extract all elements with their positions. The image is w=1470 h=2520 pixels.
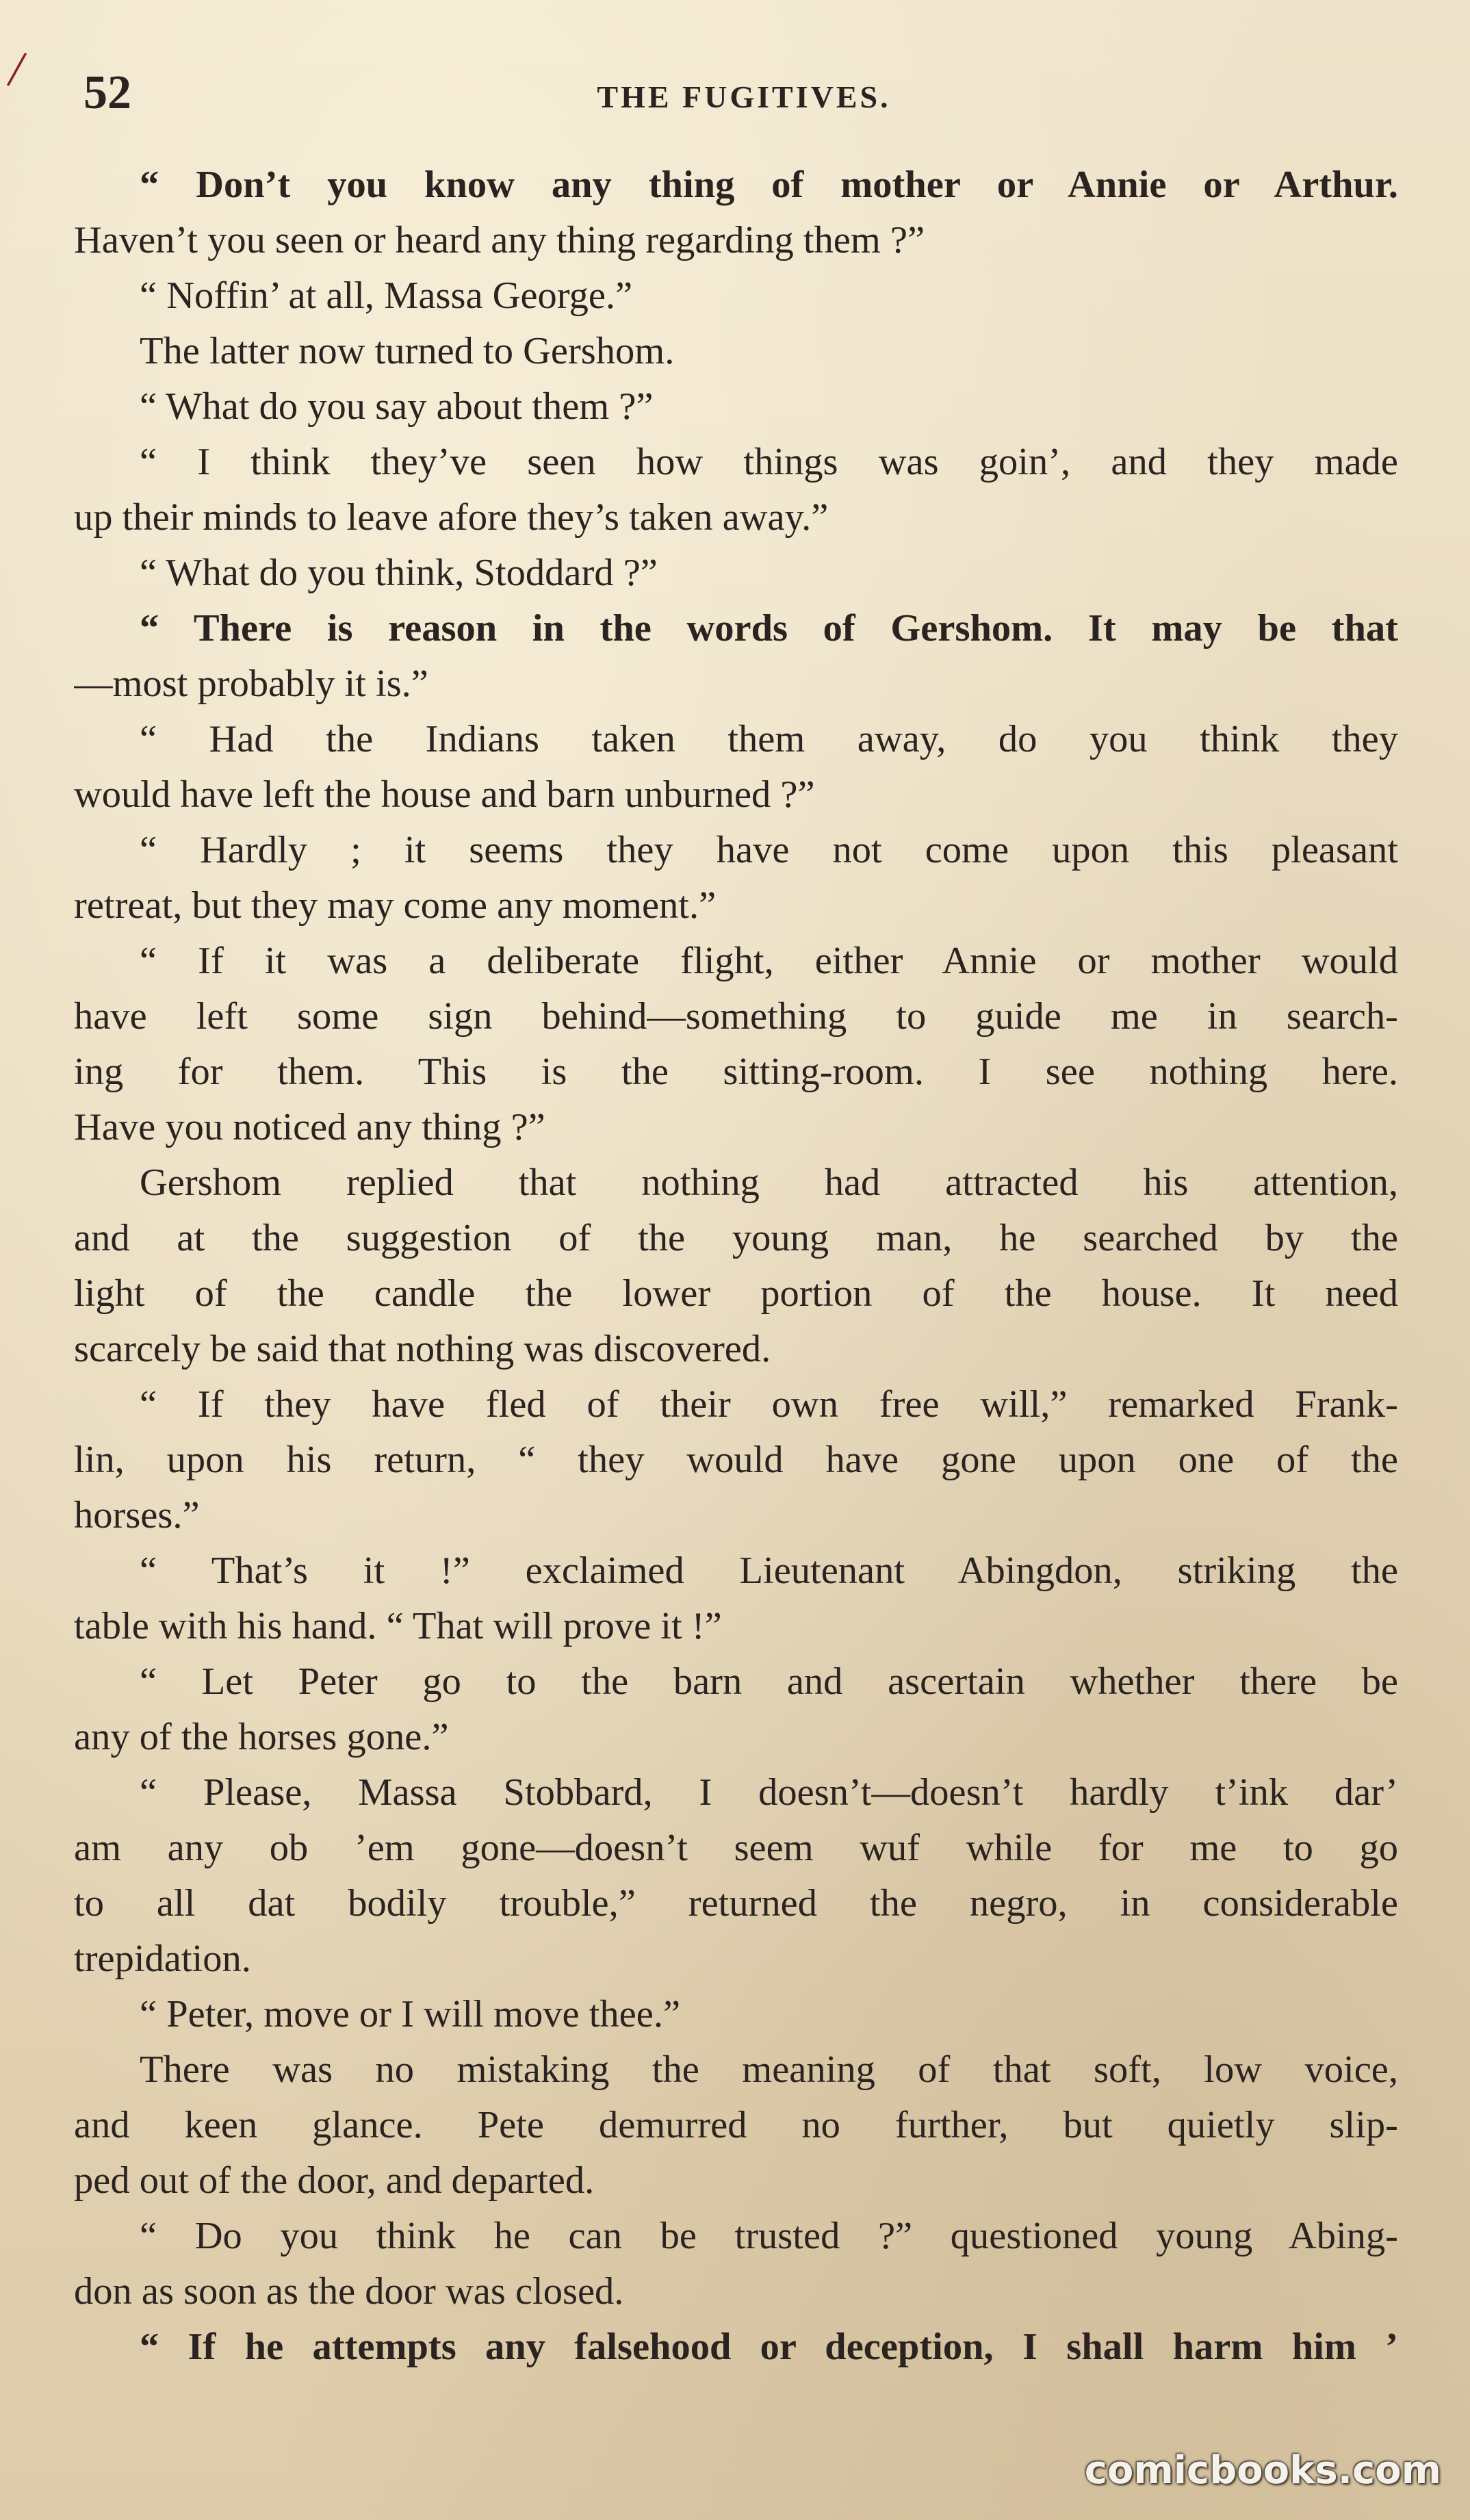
- text-line: “ What do you think, Stoddard ?”: [140, 552, 658, 594]
- text-line: light of the candle the lower portion of the house. It need: [74, 1272, 1398, 1315]
- margin-pen-mark: /: [4, 39, 29, 99]
- text-line: Haven’t you seen or heard any thing regarding them ?”: [74, 219, 925, 261]
- text-line: ing for them. This is the sitting-room. I see nothing here.: [74, 1051, 1398, 1093]
- text-line: scarcely be said that nothing was discovered.: [74, 1328, 771, 1370]
- text-line: and at the suggestion of the young man, he searched by the: [74, 1217, 1398, 1259]
- text-line: up their minds to leave afore they’s taken away.”: [74, 496, 829, 539]
- text-line: horses.”: [74, 1494, 200, 1537]
- text-line: There was no mistaking the meaning of that soft, low voice,: [140, 2048, 1398, 2091]
- page-body-text: [74, 157, 1398, 2375]
- text-line: “ Please, Massa Stobbard, I doesn’t—doesn’t hardly t’ink dar’: [140, 1771, 1398, 1814]
- text-line: “ There is reason in the words of Gershom. It may be that: [140, 607, 1398, 650]
- running-head: THE FUGITIVES.: [597, 79, 891, 114]
- text-line: “ Peter, move or I will move thee.”: [140, 1993, 681, 2035]
- text-line: “ Hardly ; it seems they have not come upon this pleasant: [140, 829, 1398, 871]
- text-line: “ Had the Indians taken them away, do you think they: [140, 718, 1398, 760]
- text-line: “ I think they’ve seen how things was goin’, and they made: [140, 441, 1398, 483]
- text-line: ped out of the door, and departed.: [74, 2159, 595, 2202]
- text-line: to all dat bodily trouble,” returned the negro, in considerable: [74, 1882, 1398, 1925]
- text-line: “ That’s it !” exclaimed Lieutenant Abingdon, striking the: [140, 1550, 1398, 1592]
- text-line: have left some sign behind—something to guide me in search-: [74, 995, 1398, 1038]
- text-line: lin, upon his return, “ they would have gone upon one of the: [74, 1439, 1398, 1481]
- text-line: and keen glance. Pete demurred no further, but quietly slip-: [74, 2104, 1398, 2146]
- text-line: table with his hand. “ That will prove it !”: [74, 1605, 722, 1647]
- text-line: “ If he attempts any falsehood or deception, I shall harm him ’: [140, 2326, 1398, 2368]
- text-line: “ What do you say about them ?”: [140, 385, 654, 428]
- text-line: “ Noffin’ at all, Massa George.”: [140, 274, 633, 317]
- text-line: am any ob ’em gone—doesn’t seem wuf while for me to go: [74, 1827, 1398, 1869]
- text-line: The latter now turned to Gershom.: [140, 330, 675, 372]
- text-line: “ Let Peter go to the barn and ascertain whether there be: [140, 1660, 1398, 1703]
- text-line: would have left the house and barn unburned ?”: [74, 773, 815, 816]
- text-line: trepidation.: [74, 1938, 251, 1980]
- text-line: “ Do you think he can be trusted ?” questioned young Abing-: [140, 2215, 1398, 2257]
- page-header: [83, 66, 1404, 120]
- text-line: “ Don’t you know any thing of mother or Annie or Arthur.: [140, 164, 1398, 206]
- text-line: don as soon as the door was closed.: [74, 2270, 624, 2313]
- watermark: comicbooks.com: [1084, 2448, 1441, 2493]
- text-line: Have you noticed any thing ?”: [74, 1106, 545, 1148]
- text-line: any of the horses gone.”: [74, 1716, 449, 1758]
- text-line: Gershom replied that nothing had attracted his attention,: [140, 1161, 1398, 1204]
- text-line: “ If it was a deliberate flight, either Annie or mother would: [140, 940, 1398, 982]
- text-line: —most probably it is.”: [74, 663, 428, 705]
- text-line: retreat, but they may come any moment.”: [74, 884, 717, 927]
- text-line: “ If they have fled of their own free will,” remarked Frank-: [140, 1383, 1398, 1426]
- page-number: 52: [83, 66, 131, 119]
